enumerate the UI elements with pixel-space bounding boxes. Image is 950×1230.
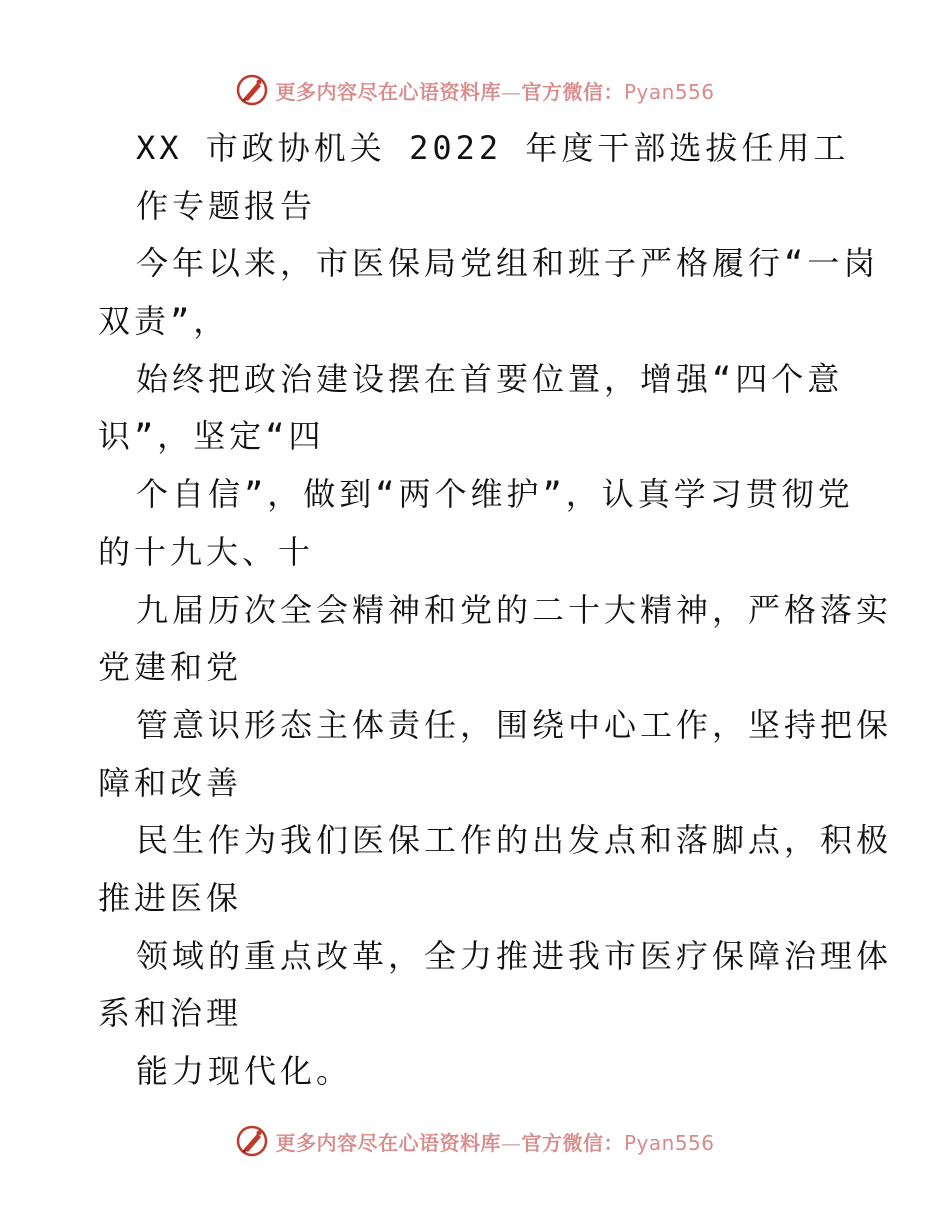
- watermark-brand: 更多内容尽在心语资料库: [275, 79, 501, 104]
- text-line: 个自信”，做到“两个维护”，认真学习贯彻党: [136, 475, 854, 514]
- footer-watermark: [0, 1121, 950, 1161]
- text-line: 能力现代化。: [136, 1052, 353, 1090]
- watermark-wechat-label: 官方微信：: [521, 79, 624, 104]
- text-line: 始终把政治建设摆在首要位置，增强“四个意: [136, 359, 844, 398]
- text-line: 九届历次全会精神和党的二十大精神，严格落实: [136, 590, 893, 629]
- watermark-dash: —: [500, 1130, 522, 1155]
- watermark-dash: —: [500, 79, 522, 104]
- text-line: 领域的重点改革，全力推进我市医疗保障治理体: [136, 936, 893, 975]
- text-line: 管意识形态主体责任，围绕中心工作，坚持把保: [136, 705, 893, 744]
- watermark-wechat-label: 官方微信：: [521, 1130, 624, 1155]
- watermark-brand: 更多内容尽在心语资料库: [275, 1130, 501, 1155]
- watermark-text: [275, 1127, 714, 1156]
- text-line: XX 市政协机关 2022 年度干部选拔任用工: [136, 129, 850, 167]
- text-line: 障和改善: [98, 763, 243, 802]
- text-line: 今年以来，市医保局党组和班子严格履行“一岗: [136, 244, 880, 283]
- header-watermark: [0, 70, 950, 110]
- text-line: 双责”，: [98, 302, 230, 341]
- document-body: [98, 120, 893, 1101]
- text-line: 系和治理: [98, 994, 243, 1033]
- text-line: 党建和党: [98, 648, 243, 687]
- text-line: 作专题报告: [136, 186, 317, 225]
- watermark-wechat-id: Pyan556: [623, 79, 715, 104]
- pen-logo-icon: [235, 1124, 269, 1158]
- text-line: 的十九大、十: [98, 532, 315, 571]
- text-line: 民生作为我们医保工作的出发点和落脚点，积极: [136, 821, 893, 860]
- text-line: 推进医保: [98, 878, 243, 917]
- text-line: 识”，坚定“四: [98, 417, 325, 456]
- watermark-text: [275, 76, 714, 105]
- watermark-wechat-id: Pyan556: [623, 1130, 715, 1155]
- pen-logo-icon: [235, 73, 269, 107]
